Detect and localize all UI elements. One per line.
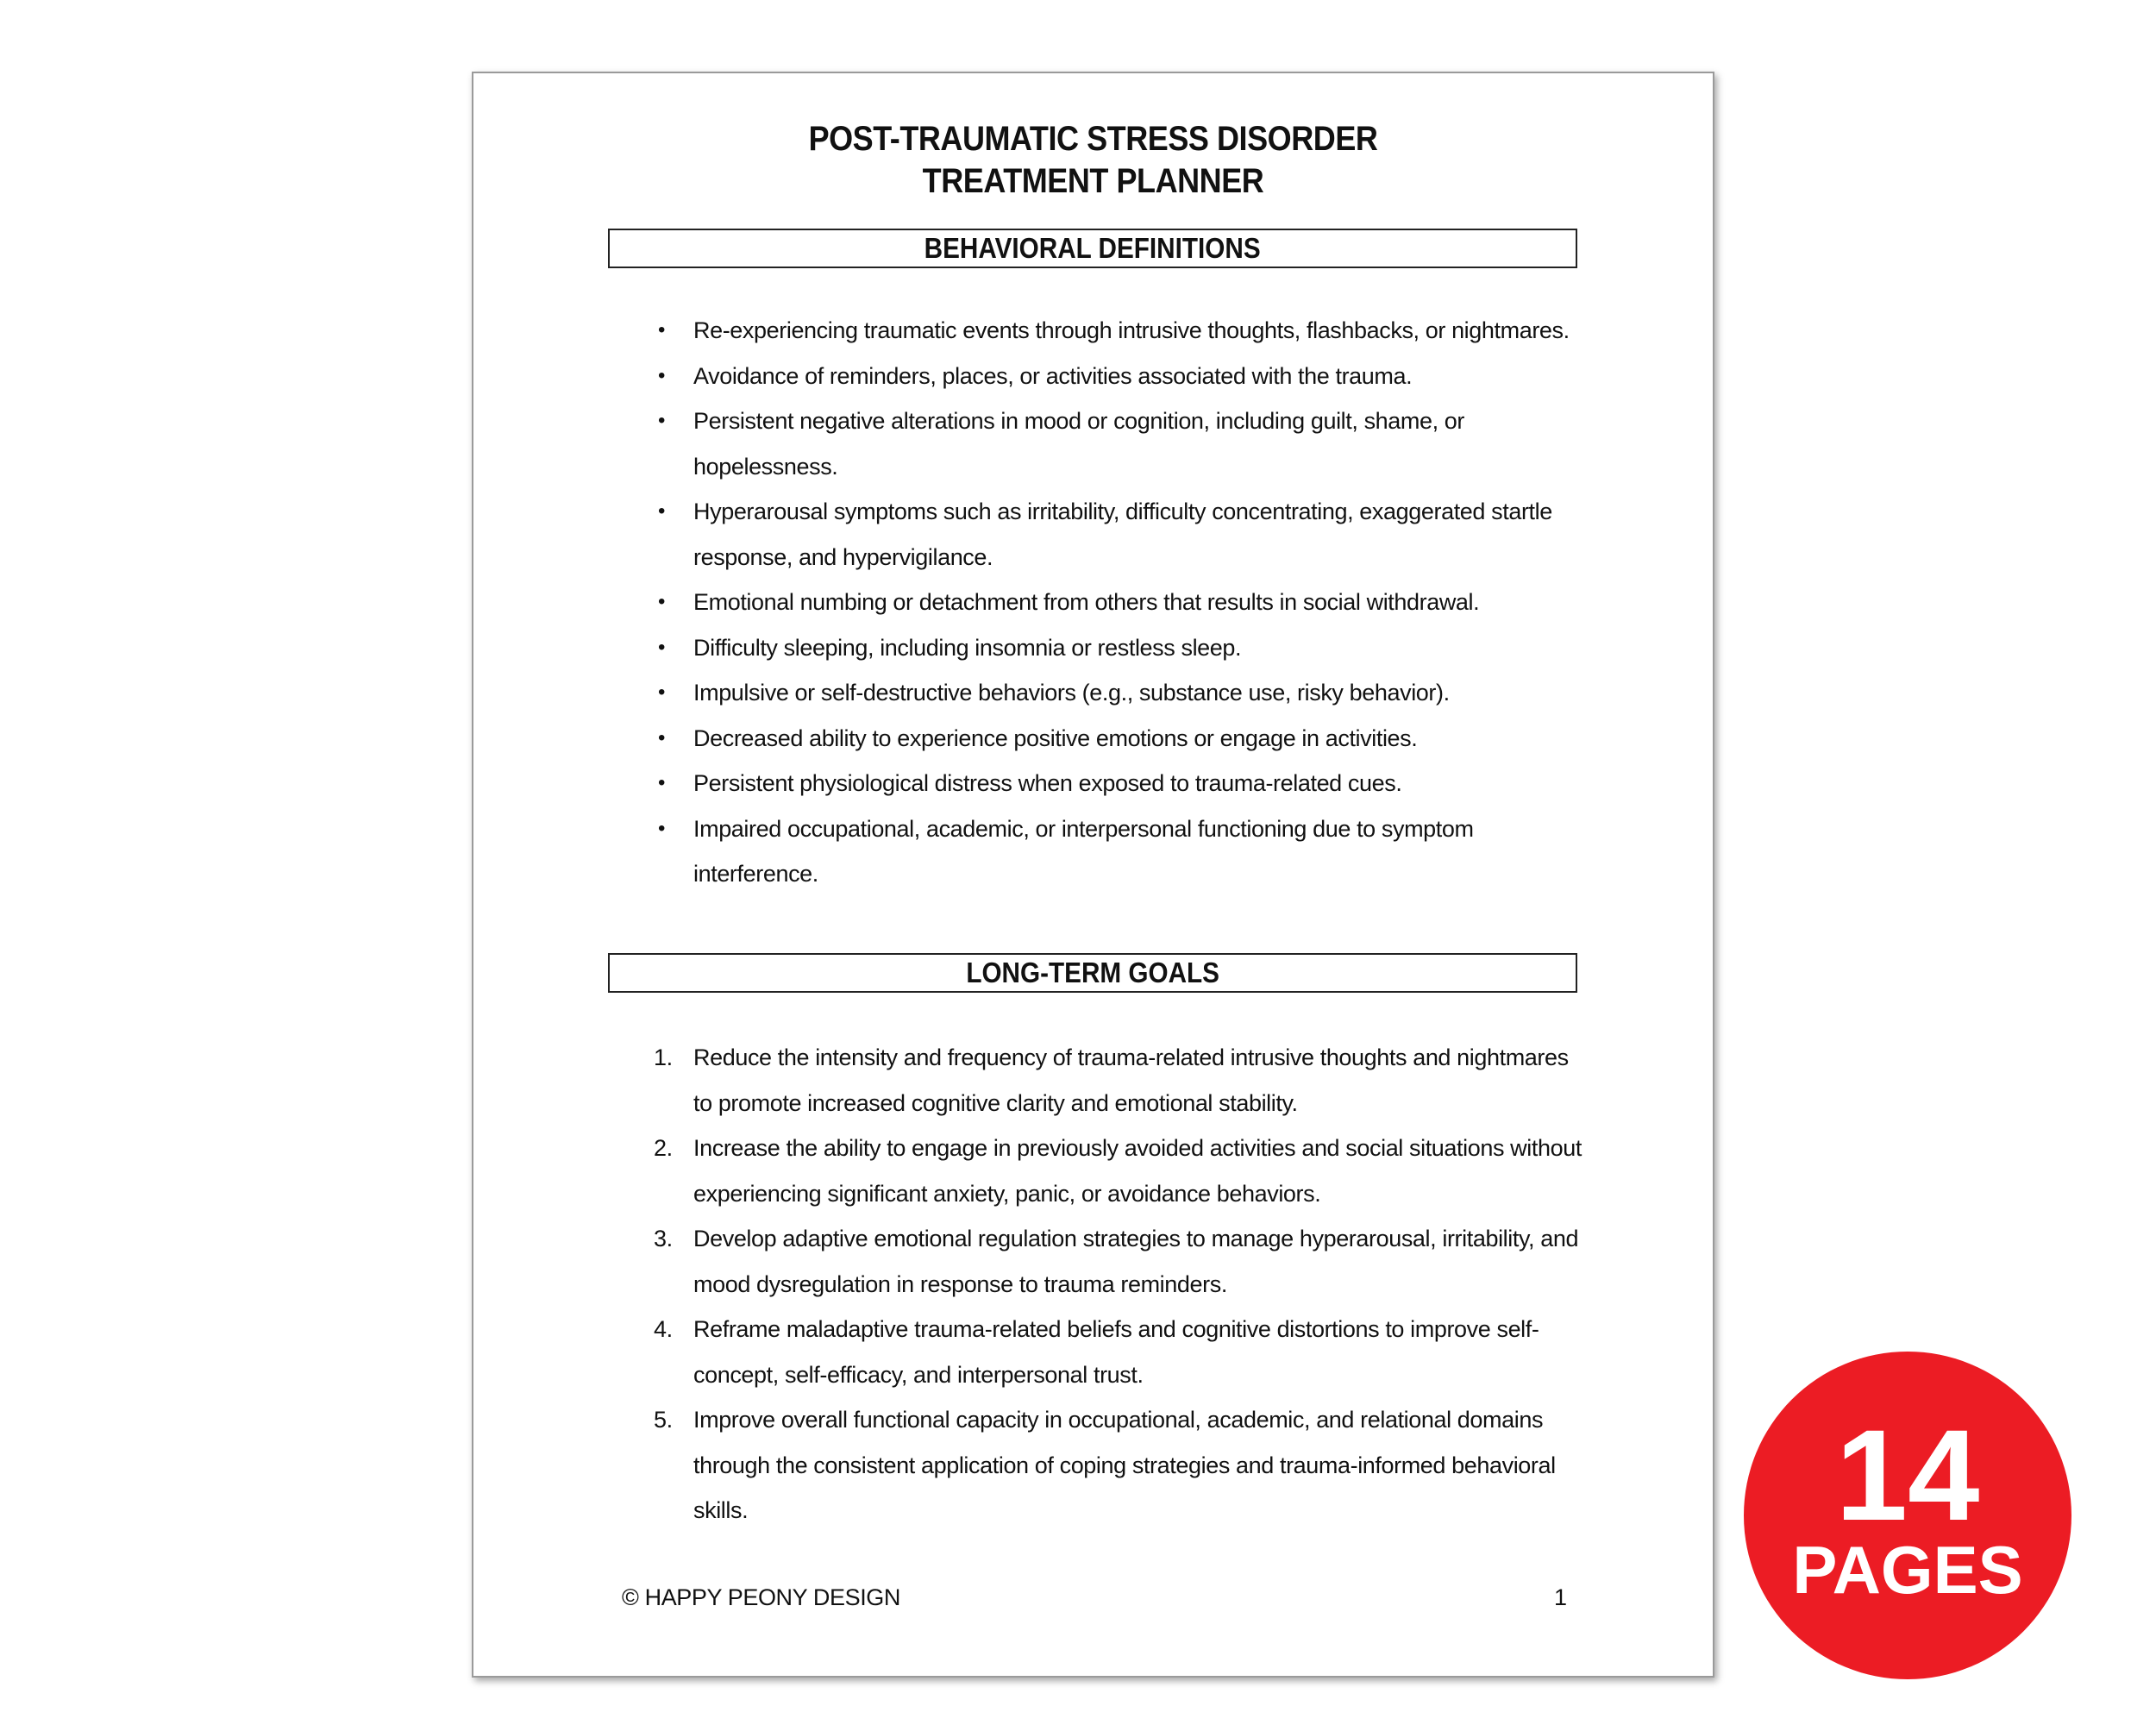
list-item-text: Emotional numbing or detachment from others that results in social withdrawal.: [693, 589, 1480, 615]
list-item: [473, 1397, 1713, 1534]
list-item: [473, 806, 1713, 897]
list-item-text: Develop adaptive emotional regulation strategies to manage hyperarousal, irritability, and mood dysregulation in response to trauma reminders.: [693, 1226, 1579, 1297]
section-heading-behavioral-definitions: [608, 229, 1577, 268]
document-title-line-1: POST-TRAUMATIC STRESS DISORDER: [808, 120, 1378, 158]
list-item-text: Persistent negative alterations in mood or cognition, including guilt, shame, or hopelessness.: [693, 408, 1465, 480]
bullet-marker: •: [658, 635, 666, 659]
list-item: [473, 716, 1713, 762]
document-page: [472, 72, 1714, 1678]
list-item: [473, 489, 1713, 580]
number-marker: 5.: [654, 1407, 673, 1433]
bullet-marker: •: [658, 499, 666, 523]
list-item-text: Impulsive or self-destructive behaviors (e.g., substance use, risky behavior).: [693, 680, 1450, 706]
bullet-marker: •: [658, 725, 666, 750]
list-item: [473, 625, 1713, 671]
bullet-marker: •: [658, 771, 666, 794]
list-item: [473, 1307, 1713, 1397]
bullet-marker: •: [658, 681, 666, 704]
number-marker: 2.: [654, 1135, 673, 1161]
list-item-text: Increase the ability to engage in previously avoided activities and social situations without experiencing significant anxiety, panic, or avoidance behaviors.: [693, 1135, 1582, 1207]
section-heading-label: LONG-TERM GOALS: [966, 957, 1219, 988]
long-term-goals-list: [473, 1035, 1713, 1534]
list-item-text: Avoidance of reminders, places, or activities associated with the trauma.: [693, 362, 1413, 389]
badge-label: PAGES: [1792, 1532, 2023, 1608]
list-item-text: Re-experiencing traumatic events through intrusive thoughts, flashbacks, or nightmares.: [693, 317, 1570, 343]
section-heading-long-term-goals: [608, 953, 1577, 993]
list-item: [473, 354, 1713, 399]
list-item: [473, 1035, 1713, 1126]
list-item: [473, 308, 1713, 354]
bullet-marker: •: [658, 590, 666, 613]
page-count-badge: [1744, 1352, 2071, 1679]
behavioral-definitions-list: [473, 308, 1713, 897]
bullet-marker: •: [658, 318, 666, 342]
bullet-marker: •: [658, 409, 666, 432]
list-item-text: Impaired occupational, academic, or interpersonal functioning due to symptom interference.: [693, 815, 1474, 887]
list-item-text: Difficulty sleeping, including insomnia or restless sleep.: [693, 634, 1242, 661]
list-item: [473, 580, 1713, 625]
list-item-text: Reduce the intensity and frequency of trauma-related intrusive thoughts and nightmares to promote increased cognitive clarity and emotional stability.: [693, 1044, 1569, 1116]
bullet-marker: •: [658, 816, 666, 840]
list-item-text: Persistent physiological distress when exposed to trauma-related cues.: [693, 770, 1402, 796]
list-item: [473, 1216, 1713, 1307]
list-item-text: Decreased ability to experience positive emotions or engage in activities.: [693, 724, 1418, 751]
number-marker: 1.: [654, 1044, 673, 1070]
section-heading-label: BEHAVIORAL DEFINITIONS: [924, 232, 1261, 264]
list-item-text: Hyperarousal symptoms such as irritability, difficulty concentrating, exaggerated startle response, and hypervigilance.: [693, 499, 1552, 570]
list-item: [473, 670, 1713, 716]
number-marker: 4.: [654, 1316, 673, 1342]
list-item: [473, 1126, 1713, 1216]
list-item-text: Improve overall functional capacity in occupational, academic, and relational domains through the consistent application of coping strategies and trauma-informed behavioral skills.: [693, 1407, 1556, 1523]
bullet-marker: •: [658, 363, 666, 387]
document-title-line-2: TREATMENT PLANNER: [922, 162, 1264, 200]
list-item: [473, 398, 1713, 489]
number-marker: 3.: [654, 1226, 673, 1251]
badge-number: 14: [1835, 1402, 1980, 1547]
footer-page-number: 1: [1554, 1584, 1568, 1610]
list-item-text: Reframe maladaptive trauma-related beliefs and cognitive distortions to improve self-concept, self-efficacy, and interpersonal trust.: [693, 1316, 1539, 1388]
footer-copyright: © HAPPY PEONY DESIGN: [622, 1584, 901, 1610]
list-item: [473, 761, 1713, 806]
